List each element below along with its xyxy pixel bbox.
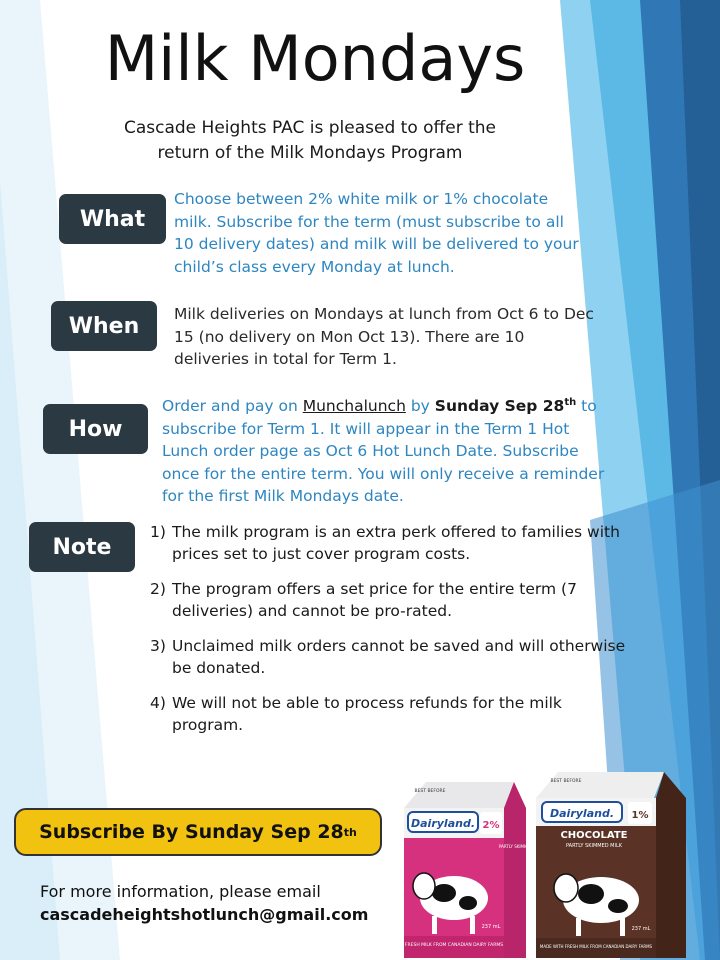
choc-carton-bottom: MADE WITH FRESH MILK FROM CANADIAN DAIRY FARMS [539, 944, 653, 949]
white-carton-sub: PARTLY SKIMMED [498, 844, 534, 849]
note-item-text: The program offers a set price for the entire term (7 deliveries) and cannot be pro-rated. [172, 580, 577, 620]
note-item [150, 521, 630, 565]
milk-cartons-image [396, 768, 696, 960]
note-item-text: Unclaimed milk orders cannot be saved and will otherwise be donated. [172, 637, 626, 677]
when-text: Milk deliveries on Mondays at lunch from Oct 6 to Dec 15 (no delivery on Mon Oct 13). There are 10 deliveries in total for Term 1. [174, 305, 594, 368]
how-text-pre: Order and pay on [162, 397, 303, 416]
when-tag: When [51, 301, 157, 351]
note-tag: Note [29, 522, 135, 572]
contact-email[interactable]: cascadeheightshotlunch@gmail.com [40, 905, 369, 924]
munchalunch-link[interactable]: Munchalunch [302, 397, 406, 416]
page-title: Milk Mondays [104, 22, 526, 95]
white-carton-brand: Dairyland. [411, 817, 475, 830]
note-item-number: 4) [150, 694, 166, 712]
white-carton-bottom: FRESH MILK FROM CANADIAN DAIRY FARMS [404, 943, 504, 948]
how-text [162, 392, 617, 508]
note-item-text: We will not be able to process refunds for the milk program. [172, 694, 562, 734]
what-tag: What [59, 194, 166, 244]
how-deadline-sup: th [564, 397, 577, 408]
contact-line: For more information, please email [40, 882, 321, 901]
subtitle [70, 116, 550, 166]
subtitle-line-2: return of the Milk Mondays Program [157, 143, 463, 163]
what-text: Choose between 2% white milk or 1% chocolate milk. Subscribe for the term (must subscribe to all 10 delivery dates) and milk will be delivered to your child’s class every Monday at lunch. [174, 190, 579, 276]
note-item-text: The milk program is an extra perk offered to families with prices set to just cover program costs. [172, 523, 620, 563]
note-item [150, 578, 630, 622]
how-text-post: to subscribe for Term 1. It will appear in the Term 1 Hot Lunch order page as Oct 6 Hot Lunch Date. Subscribe once for the entire term. You will only receive a reminder for the first Milk Mondays date. [162, 397, 605, 506]
note-item [150, 692, 630, 736]
choc-carton-top: BEST BEFORE [550, 779, 582, 784]
subtitle-line-1: Cascade Heights PAC is pleased to offer the [123, 118, 496, 138]
choc-carton-sub: PARTLY SKIMMED MILK [565, 843, 623, 849]
how-tag: How [43, 404, 148, 454]
how-deadline-date: Sunday Sep 28 [434, 397, 565, 416]
white-carton-top: BEST BEFORE [414, 789, 446, 794]
contact-info [40, 880, 368, 926]
choc-carton-label: CHOCOLATE [560, 830, 628, 841]
white-carton-percent: 2% [482, 820, 500, 831]
subscribe-sup: th [343, 825, 357, 839]
white-carton-volume: 237 mL [481, 924, 501, 930]
how-text-mid: by [405, 397, 435, 416]
subscribe-text: Subscribe By Sunday Sep 28 [39, 821, 344, 843]
how-deadline [435, 397, 576, 415]
note-item-number: 3) [150, 637, 166, 655]
note-item-number: 2) [150, 580, 166, 598]
subscribe-banner [14, 808, 382, 856]
chocolate-milk-carton [536, 772, 686, 958]
note-list [150, 521, 630, 749]
choc-carton-percent: 1% [631, 810, 649, 821]
choc-carton-volume: 237 mL [631, 926, 651, 932]
choc-carton-brand: Dairyland. [550, 807, 614, 820]
white-milk-carton [404, 782, 533, 958]
note-item-number: 1) [150, 523, 166, 541]
note-item [150, 635, 630, 679]
